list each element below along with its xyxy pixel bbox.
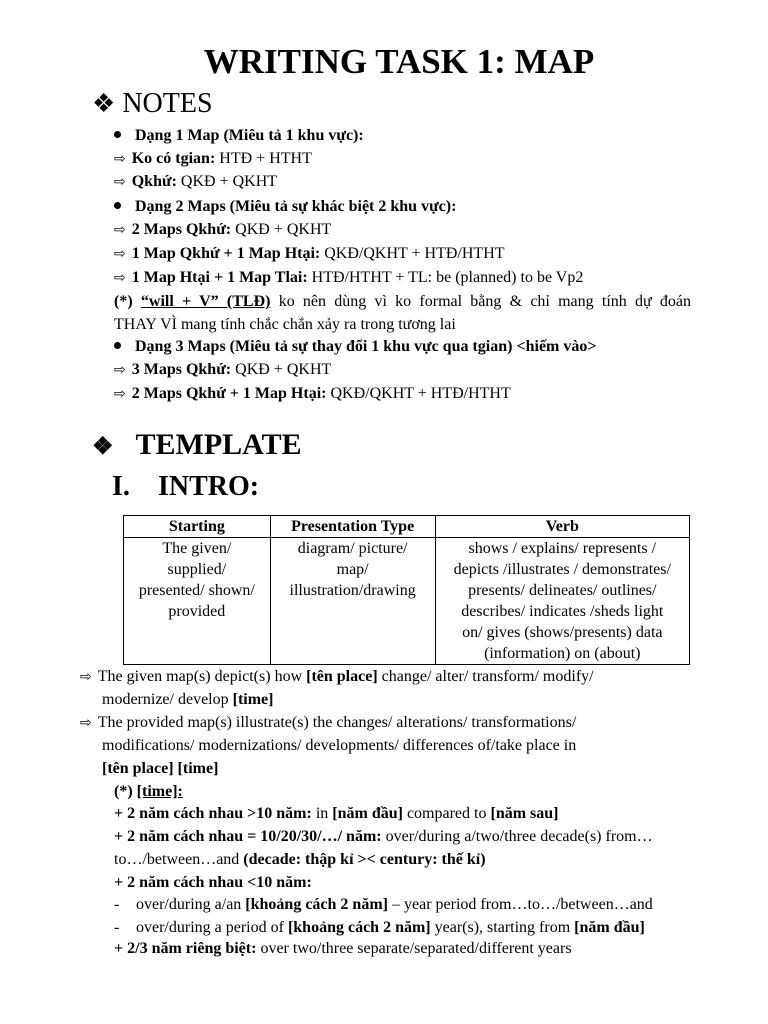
note-line: Dạng 1 Map (Miêu tả 1 khu vực): [114, 124, 364, 147]
sentence-2-cont: [tên place] [time] [102, 760, 219, 777]
bullet-icon [114, 202, 121, 209]
sentence-1-cont: modernize/ develop [time] [102, 691, 274, 708]
table-header: Presentation Type [270, 516, 435, 538]
notes-heading [92, 88, 213, 120]
table-header: Starting [124, 516, 271, 538]
sentence-1: ⇨ The given map(s) depict(s) how [tên place] change/ alter/ transform/ modify/ [80, 665, 594, 689]
arrow-right-icon: ⇨ [114, 386, 126, 402]
note-line: ⇨ 1 Map Qkhứ + 1 Map Htại: QKĐ/QKHT + HTĐ/HTHT [114, 242, 505, 266]
diamond-icon: ❖ [92, 89, 116, 118]
remark-line: (*) “will + V” (TLĐ) ko nên dùng vì ko formal bằng & chỉ mang tính dự đoán [114, 293, 692, 310]
sentence-2-cont: modifications/ modernizations/ developments/ differences of/take place in [102, 737, 577, 754]
note-line: ⇨ 2 Maps Qkhứ + 1 Map Htại: QKĐ/QKHT + HTĐ/HTHT [114, 382, 511, 406]
note-line: Dạng 3 Maps (Miêu tả sự thay đổi 1 khu vực qua tgian) <hiếm vào> [114, 335, 596, 358]
arrow-right-icon: ⇨ [114, 174, 126, 190]
template-heading-label: TEMPLATE [135, 428, 302, 461]
sentence-2: ⇨ The provided map(s) illustrate(s) the changes/ alterations/ transformations/ [80, 711, 576, 735]
bullet-icon [114, 342, 121, 349]
intro-heading: I. INTRO: [112, 471, 260, 502]
time-note-line: + 2 năm cách nhau >10 năm: in [năm đầu] compared to [năm sau] [114, 805, 559, 822]
arrow-right-icon: ⇨ [114, 151, 126, 167]
arrow-right-icon: ⇨ [80, 715, 92, 731]
note-line: ⇨ Qkhứ: QKĐ + QKHT [114, 170, 277, 194]
table-cell-verb: shows / explains/ represents / depicts /illustrates / demonstrates/ presents/ delineates/ outlines/ describes/ indicates /sheds light on/ gives (shows/presents) data (information) on (about) [435, 538, 689, 665]
table-cell-starting: The given/ supplied/ presented/ shown/ provided [124, 538, 271, 665]
bullet-icon [114, 131, 121, 138]
note-line: ⇨ Ko có tgian: HTĐ + HTHT [114, 147, 312, 171]
time-note-label: (*) [time]: [114, 783, 183, 800]
remark-line: THAY VÌ mang tính chắc chắn xảy ra trong tương lai [114, 316, 456, 333]
arrow-right-icon: ⇨ [80, 669, 92, 685]
table-header: Verb [435, 516, 689, 538]
table-cell-presentation: diagram/ picture/ map/ illustration/drawing [270, 538, 435, 665]
time-note-dash-line: - over/during a period of [khoảng cách 2 năm] year(s), starting from [năm đầu] [114, 919, 645, 936]
note-line: Dạng 2 Maps (Miêu tả sự khác biệt 2 khu vực): [114, 195, 456, 218]
note-line: ⇨ 3 Maps Qkhứ: QKĐ + QKHT [114, 358, 331, 382]
page-title: WRITING TASK 1: MAP [203, 42, 595, 81]
note-line: ⇨ 2 Maps Qkhứ: QKĐ + QKHT [114, 218, 331, 242]
arrow-right-icon: ⇨ [114, 362, 126, 378]
notes-heading-label: NOTES [122, 88, 213, 119]
intro-table [123, 515, 690, 665]
arrow-right-icon: ⇨ [114, 246, 126, 262]
time-note-dash-line: - over/during a/an [khoảng cách 2 năm] – year period from…to…/between…and [114, 896, 653, 913]
time-note-line: + 2 năm cách nhau <10 năm: [114, 874, 312, 891]
arrow-right-icon: ⇨ [114, 270, 126, 286]
diamond-icon: ❖ [92, 434, 114, 460]
time-note-line: + 2/3 năm riêng biệt: over two/three separate/separated/different years [114, 940, 572, 957]
note-line: ⇨ 1 Map Htại + 1 Map Tlai: HTĐ/HTHT + TL: be (planned) to be Vp2 [114, 266, 583, 290]
time-note-line: to…/between…and (decade: thập kỉ >< century: thế kỉ) [114, 851, 486, 868]
arrow-right-icon: ⇨ [114, 222, 126, 238]
time-note-line: + 2 năm cách nhau = 10/20/30/…/ năm: over/during a/two/three decade(s) from… [114, 828, 653, 845]
template-heading [92, 428, 302, 464]
